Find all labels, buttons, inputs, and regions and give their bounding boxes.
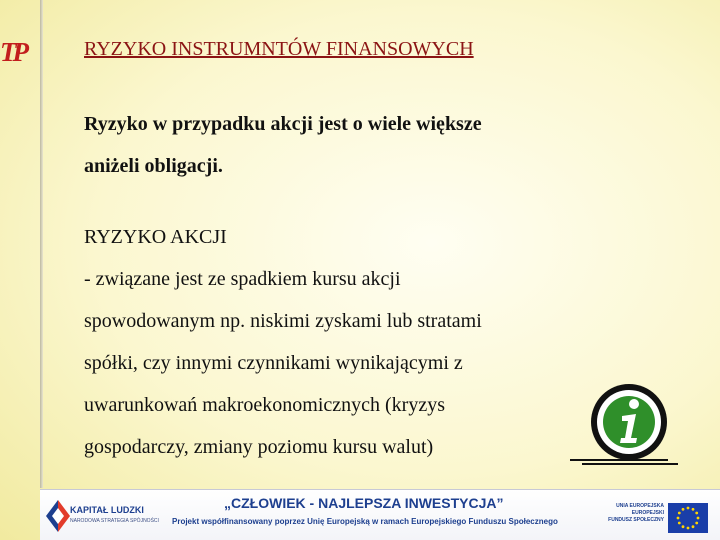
spacer (84, 187, 584, 216)
body-line: - związane jest ze spadkiem kursu akcji (84, 268, 401, 290)
eu-label (596, 503, 664, 524)
tp-logo: TP (0, 37, 25, 67)
left-rule (40, 0, 43, 488)
info-icon (568, 380, 680, 468)
slide-content (84, 103, 584, 468)
lead-line-2: aniżeli obligacji. (84, 155, 223, 177)
kapital-ludzki-subtitle: NARODOWA STRATEGIA SPÓJNOŚCI (70, 518, 159, 524)
kapital-ludzki-logo (44, 496, 184, 536)
footer-slogan: „CZŁOWIEK - NAJLEPSZA INWESTYCJA” (224, 495, 504, 511)
body-line: uwarunkowań makroekonomicznych (kryzys (84, 394, 445, 416)
footer-bar (40, 489, 720, 540)
kapital-ludzki-name: KAPITAŁ LUDZKI (70, 505, 144, 515)
body-line: spowodowanym np. niskimi zyskami lub stratami (84, 310, 482, 332)
slide-title: RYZYKO INSTRUMNTÓW FINANSOWYCH (84, 38, 474, 60)
body-line: gospodarczy, zmiany poziomu kursu walut) (84, 436, 434, 458)
eu-flag-icon (668, 503, 708, 533)
lead-line-1: Ryzyko w przypadku akcji jest o wiele większe (84, 113, 482, 135)
eu-label-line: EUROPEJSKI (631, 510, 664, 516)
footer-project-text: Projekt współfinansowany poprzez Unię Europejską w ramach Europejskiego Funduszu Społecznego (172, 517, 558, 526)
eu-label-line: FUNDUSZ SPOŁECZNY (608, 517, 664, 523)
section-heading: RYZYKO AKCJI (84, 226, 227, 248)
body-line: spółki, czy innymi czynnikami wynikającymi z (84, 352, 463, 374)
eu-label-line: UNIA EUROPEJSKA (616, 503, 664, 509)
